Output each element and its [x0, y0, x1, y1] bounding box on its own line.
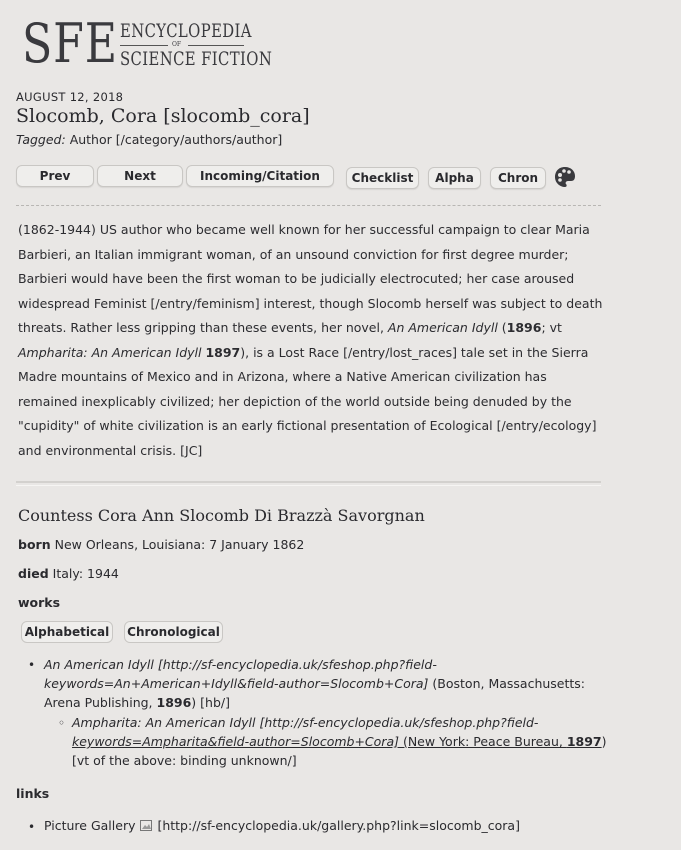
desc-year-2: 1897 — [205, 344, 241, 360]
logo-encyclopedia: ENCYCLOPEDIA — [120, 20, 252, 42]
work-item-2 — [72, 713, 607, 770]
alphabetical-button[interactable]: Alphabetical — [21, 621, 113, 643]
palette-icon[interactable] — [553, 165, 577, 189]
chron-button[interactable]: Chron — [490, 167, 546, 189]
logo-rule-right — [188, 45, 244, 46]
desc-text-1: (1862-1944) US author who became well known for her successful campaign to clear Maria Barbieri, an Italian immigrant woman, of an unsound conviction for first degree murder; Barbieri would have been the first woman to be judicially electrocuted; her case aroused widespread Feminist [/entry/feminism] interest, though Slocomb herself was subject to death threats. Rather less gripping than these events, her novel, — [18, 222, 603, 335]
divider — [16, 205, 601, 206]
logo-of: OF — [172, 41, 182, 48]
picture-gallery-link[interactable]: Picture Gallery — [44, 818, 136, 833]
died-value: Italy: 1944 — [52, 566, 119, 581]
full-name: Countess Cora Ann Slocomb Di Brazzà Savorgnan — [18, 506, 425, 525]
born-fact — [18, 537, 304, 552]
born-label: born — [18, 537, 51, 552]
work-item-1 — [44, 655, 604, 712]
tagged-line — [16, 132, 282, 147]
works-heading: works — [18, 595, 61, 610]
died-fact — [18, 566, 119, 581]
links-heading: links — [16, 786, 50, 801]
tagged-label: Tagged: — [16, 132, 66, 147]
born-value: New Orleans, Louisiana: 7 January 1862 — [54, 537, 305, 552]
bullet-dot: • — [28, 820, 36, 834]
gallery-url[interactable]: [http://sf-encyclopedia.uk/gallery.php?link=slocomb_cora] — [157, 818, 520, 833]
links-item — [44, 816, 604, 835]
work-1-end: ) [hb/] — [191, 695, 230, 710]
work-2-note: [vt of the above: binding unknown/] — [72, 753, 297, 768]
gallery-image-icon — [140, 817, 152, 828]
entry-description — [18, 218, 603, 463]
bullet-dot: • — [28, 658, 36, 672]
checklist-button[interactable]: Checklist — [346, 167, 419, 189]
work-2-publisher: (New York: Peace Bureau, — [398, 734, 567, 749]
desc-text-3: ; vt — [541, 320, 562, 335]
work-1-publisher: (Boston, Massachusetts: Arena Publishing, — [44, 676, 586, 710]
entry-date: AUGUST 12, 2018 — [16, 90, 124, 104]
logo-science-fiction: SCIENCE FICTION — [120, 48, 273, 70]
work-1-year: 1896 — [156, 695, 192, 710]
desc-novel-title: An American Idyll — [387, 320, 498, 335]
prev-button[interactable]: Prev — [16, 165, 94, 187]
work-1-title[interactable]: An American Idyll [http://sf-encyclopedia.uk/sfeshop.php?field-keywords=An+American+Idyll&field-author=Slocomb+Cora] — [44, 657, 437, 691]
chronological-button[interactable]: Chronological — [124, 621, 223, 643]
desc-vt-title: Ampharita: An American Idyll — [18, 344, 202, 360]
bullet-circle: ◦ — [58, 716, 66, 730]
work-2-title-b[interactable]: keywords=Ampharita&field-author=Slocomb+Cora] — [72, 734, 399, 749]
incoming-citation-button[interactable]: Incoming/Citation — [186, 165, 334, 187]
page-title: Slocomb, Cora [slocomb_cora] — [16, 105, 310, 127]
work-2-title-a[interactable]: Ampharita: An American Idyll [http://sf-encyclopedia.uk/sfeshop.php?field- — [72, 715, 539, 730]
section-divider — [16, 481, 601, 486]
alpha-button[interactable]: Alpha — [428, 167, 481, 189]
work-2-year: 1897 — [566, 734, 602, 749]
next-button[interactable]: Next — [97, 165, 183, 187]
tagged-value[interactable]: Author [/category/authors/author] — [69, 132, 283, 147]
died-label: died — [18, 566, 49, 581]
desc-text-2: ( — [497, 320, 507, 335]
desc-text-5: ), is a Lost Race [/entry/lost_races] tale set in the Sierra Madre mountains of Mexico and in Arizona, where a Native American civilization has remained inexplicably civilized; her depiction of the world outside being denuded by the "cupidity" of white civilization is an early fictional presentation of Ecological [/entry/ecology] and environmental crisis. [JC] — [18, 344, 597, 458]
logo-rule-left — [120, 45, 168, 46]
logo-sfe-text: SFE — [22, 12, 118, 75]
work-2-end: ) — [601, 734, 607, 749]
desc-year-1: 1896 — [506, 320, 542, 335]
